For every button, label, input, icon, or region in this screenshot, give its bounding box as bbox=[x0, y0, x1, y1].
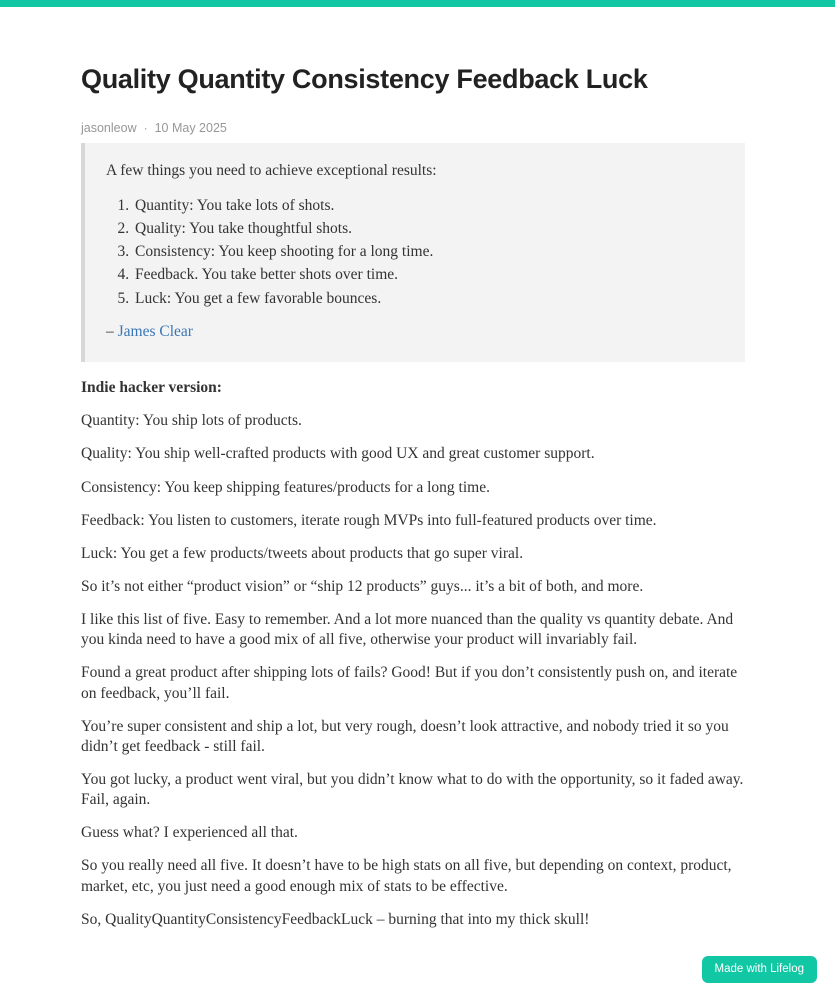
author-name[interactable]: jasonleow bbox=[81, 121, 137, 136]
article-paragraph: Guess what? I experienced all that. bbox=[81, 824, 298, 842]
article-paragraph: So you really need all five. It doesn’t have to be high stats on all five, but depending on context, product, market, etc, you just need a good enough mix of stats to be effective. bbox=[81, 857, 732, 895]
post-meta bbox=[81, 121, 745, 135]
article-paragraph: You got lucky, a product went viral, but you didn’t know what to do with the opportunity, so it faded away. Fail, again. bbox=[81, 770, 744, 809]
article-body bbox=[81, 378, 745, 930]
quote-list-item: 1. Quantity: You take lots of shots. bbox=[133, 194, 721, 217]
article-paragraph: So it’s not either “product vision” or “ship 12 products” guys... it’s a bit of both, and more. bbox=[81, 577, 644, 595]
article-paragraph: Quality: You ship well-crafted products with good UX and great customer support. bbox=[81, 445, 595, 463]
article-paragraph: Quantity: You ship lots of products. bbox=[81, 412, 302, 430]
meta-separator-dot: · bbox=[143, 121, 148, 136]
article-paragraph: Luck: You get a few products/tweets about products that go super viral. bbox=[81, 544, 524, 562]
article-paragraph: Found a great product after shipping lots of fails? Good! But if you don’t consistently push on, and iterate on feedback, you’ll fail. bbox=[81, 664, 738, 702]
article-paragraph: So, QualityQuantityConsistencyFeedbackLuck – burning that into my thick skull! bbox=[81, 910, 590, 928]
article-paragraph: I like this list of five. Easy to remember. And a lot more nuanced than the quality vs quantity debate. And you kinda need to have a good mix of all five, otherwise your product will invariably fail. bbox=[81, 611, 734, 649]
quote-attribution bbox=[106, 320, 721, 343]
quote-list-item: 3. Consistency: You keep shooting for a long time. bbox=[133, 240, 721, 263]
post-container bbox=[81, 63, 745, 930]
page-title: Quality Quantity Consistency Feedback Luck bbox=[81, 64, 648, 94]
blockquote bbox=[81, 143, 745, 362]
quote-list-item: 5. Luck: You get a few favorable bounces. bbox=[133, 287, 721, 310]
top-accent-bar bbox=[0, 0, 835, 7]
james-clear-link[interactable]: James Clear bbox=[117, 322, 193, 340]
made-with-lifelog-badge[interactable]: Made with Lifelog bbox=[702, 956, 818, 984]
article-paragraph: Consistency: You keep shipping features/products for a long time. bbox=[81, 478, 490, 496]
article-lead: Indie hacker version: bbox=[81, 379, 222, 397]
article-paragraph: Feedback: You listen to customers, iterate rough MVPs into full-featured products over time. bbox=[81, 511, 657, 529]
quote-numbered-list bbox=[106, 194, 721, 310]
attribution-dash: – bbox=[106, 322, 118, 340]
quote-list-item: 4. Feedback. You take better shots over time. bbox=[133, 263, 721, 286]
quote-intro: A few things you need to achieve exceptional results: bbox=[106, 162, 437, 180]
article-paragraphs bbox=[81, 411, 745, 930]
article-paragraph: You’re super consistent and ship a lot, but very rough, doesn’t look attractive, and nobody tried it so you didn’t get feedback - still fail. bbox=[81, 717, 729, 755]
quote-list-item: 2. Quality: You take thoughtful shots. bbox=[133, 217, 721, 240]
post-date: 10 May 2025 bbox=[154, 121, 227, 136]
